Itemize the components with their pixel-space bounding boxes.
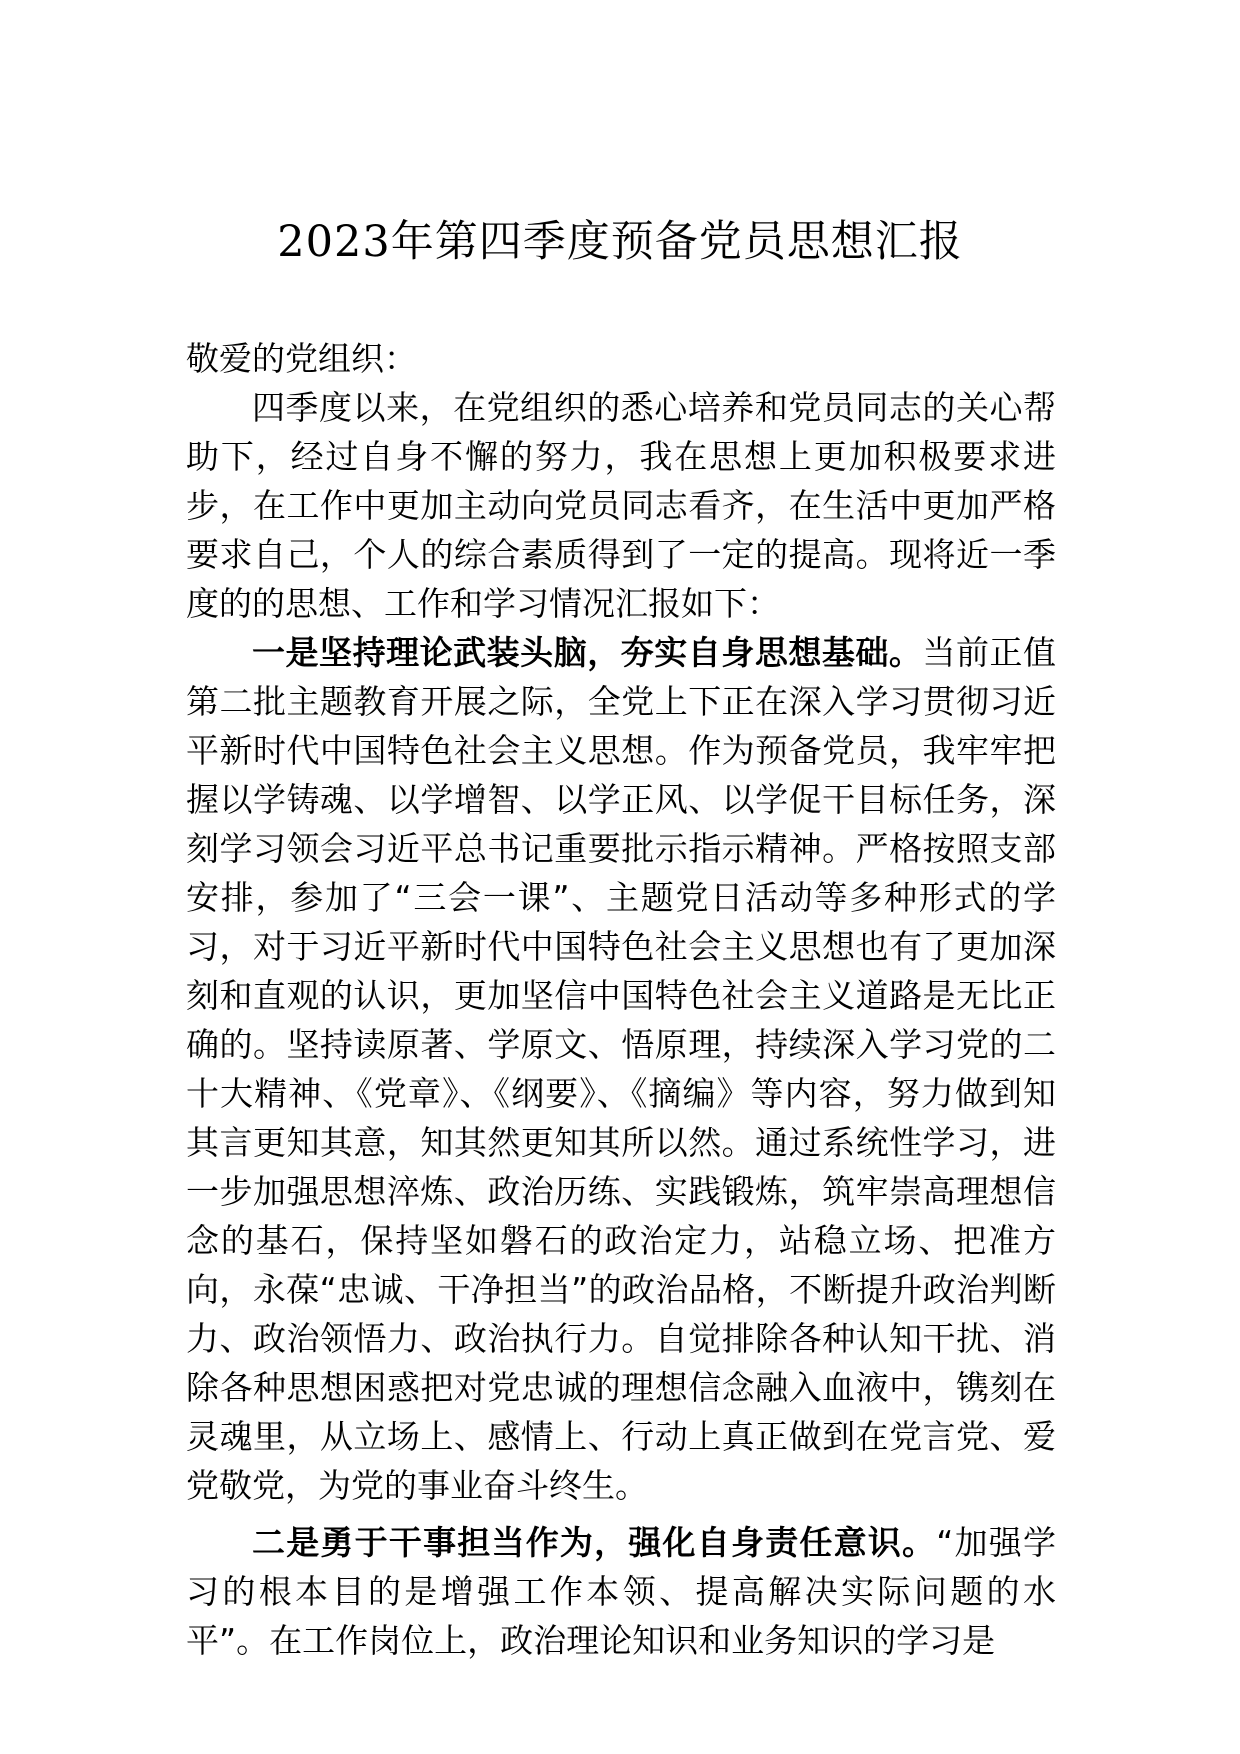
paragraph-responsibility — [186, 1518, 1056, 1665]
document-body — [186, 334, 1056, 1665]
paragraph-responsibility-text: “加强学习的根本目的是增强工作本领、提高解决实际问题的水平”。在工作岗位上，政治理论知识和业务知识的学习是 — [186, 1523, 1056, 1660]
paragraph-theory — [186, 628, 1056, 1510]
paragraph-responsibility-heading: 二是勇于干事担当作为，强化自身责任意识。 — [252, 1523, 937, 1562]
paragraph-intro — [186, 383, 1056, 628]
paragraph-theory-text: 当前正值第二批主题教育开展之际，全党上下正在深入学习贯彻习近平新时代中国特色社会主义思想。作为预备党员，我牢牢把握以学铸魂、以学增智、以学正风、以学促干目标任务，深刻学习领会习近平总书记重要批示指示精神。严格按照支部安排，参加了“三会一课”、主题党日活动等多种形式的学习，对于习近平新时代中国特色社会主义思想也有了更加深刻和直观的认识，更加坚信中国特色社会主义道路是无比正确的。坚持读原著、学原文、悟原理，持续深入学习党的二十大精神、《党章》、《纲要》、《摘编》等内容，努力做到知其言更知其意，知其然更知其所以然。通过系统性学习，进一步加强思想淬炼、政治历练、实践锻炼，筑牢崇高理想信念的基石，保持坚如磐石的政治定力，站稳立场、把准方向，永葆“忠诚、干净担当”的政治品格，不断提升政治判断力、政治领悟力、政治执行力。自觉排除各种认知干扰、消除各种思想困惑把对党忠诚的理想信念融入血液中，镌刻在灵魂里，从立场上、感情上、行动上真正做到在党言党、爱党敬党，为党的事业奋斗终生。 — [186, 633, 1057, 1505]
paragraph-intro-text: 四季度以来，在党组织的悉心培养和党员同志的关心帮助下，经过自身不懈的努力，我在思想上更加积极要求进步，在工作中更加主动向党员同志看齐，在生活中更加严格要求自己，个人的综合素质得到了一定的提高。现将近一季度的的思想、工作和学习情况汇报如下： — [186, 388, 1056, 623]
paragraph-theory-heading: 一是坚持理论武装头脑，夯实自身思想基础。 — [252, 633, 923, 672]
salutation: 敬爱的党组织： — [186, 339, 417, 378]
document-title: 2023年第四季度预备党员思想汇报 — [277, 217, 963, 267]
